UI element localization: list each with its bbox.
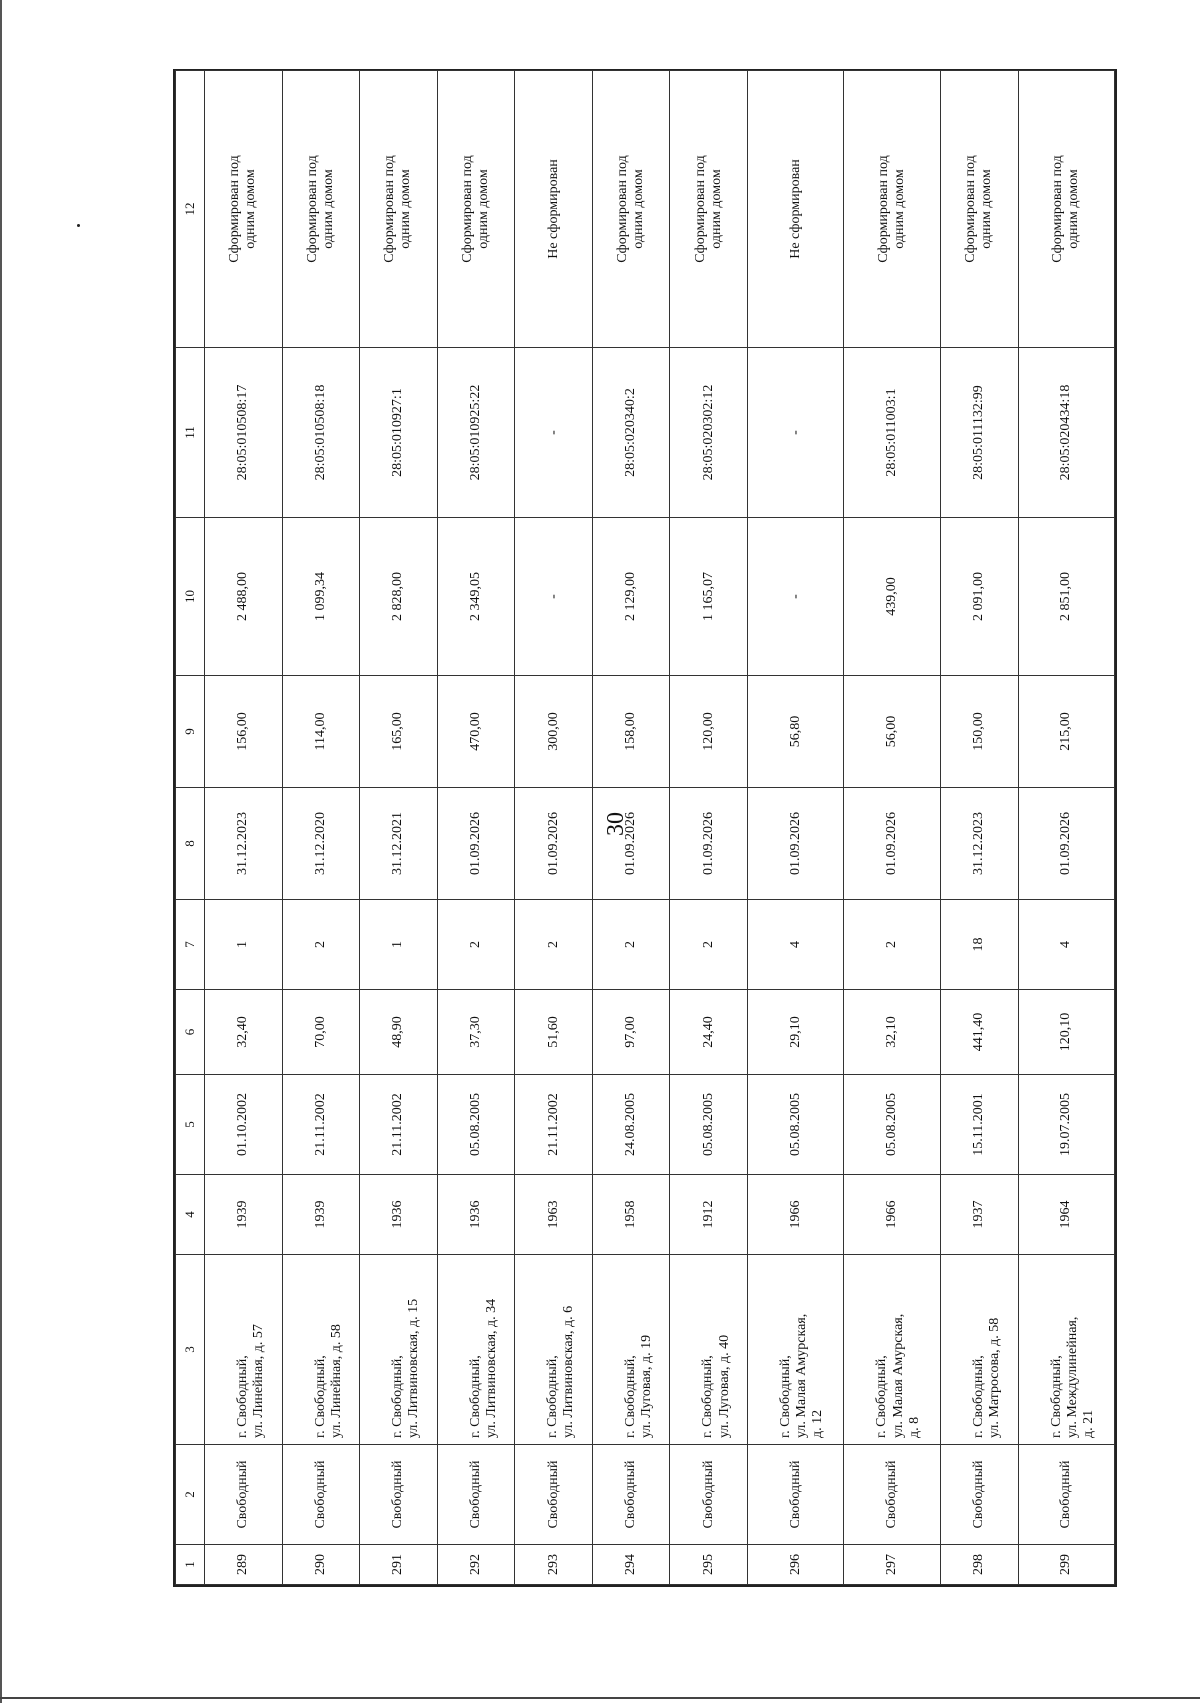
table-cell-col-7: 1 <box>205 900 283 990</box>
table-cell-col-9: 300,00 <box>515 676 593 788</box>
table-cell-col-9: 56,80 <box>748 676 844 788</box>
column-header-2: 2 <box>176 1445 205 1545</box>
table-cell-col-4: 1937 <box>940 1175 1018 1255</box>
column-header-8: 8 <box>176 788 205 900</box>
table-cell-col-1: 292 <box>437 1545 515 1585</box>
table-cell-col-4: 1964 <box>1018 1175 1115 1255</box>
table-cell-col-5: 21.11.2002 <box>282 1075 360 1175</box>
table-cell-col-3: г. Свободный, ул. Междулинейная, д. 21 <box>1018 1255 1115 1445</box>
table-cell-col-7: 2 <box>592 900 670 990</box>
table-cell-col-7: 2 <box>437 900 515 990</box>
table-cell-col-5: 24.08.2005 <box>592 1075 670 1175</box>
table-cell-col-4: 1912 <box>670 1175 748 1255</box>
table-cell-col-5: 19.07.2005 <box>1018 1075 1115 1175</box>
table-cell-col-3: г. Свободный, ул. Литвиновская, д. 6 <box>515 1255 593 1445</box>
column-header-3: 3 <box>176 1255 205 1445</box>
table-cell-col-8: 31.12.2023 <box>205 788 283 900</box>
table-cell-col-8: 31.12.2020 <box>282 788 360 900</box>
table-cell-col-7: 2 <box>282 900 360 990</box>
table-cell-col-11: 28:05:020302:12 <box>670 348 748 518</box>
table-cell-col-5: 05.08.2005 <box>844 1075 940 1175</box>
table-row <box>940 71 1018 1585</box>
table-row <box>592 71 670 1585</box>
table-row <box>844 71 940 1585</box>
table-cell-col-9: 114,00 <box>282 676 360 788</box>
scan-speck <box>77 224 80 227</box>
table-cell-col-5: 15.11.2001 <box>940 1075 1018 1175</box>
table-cell-col-11: 28:05:020434:18 <box>1018 348 1115 518</box>
table-cell-col-6: 97,00 <box>592 990 670 1075</box>
table-cell-col-3: г. Свободный, ул. Малая Амурская, д. 12 <box>748 1255 844 1445</box>
table-cell-col-4: 1958 <box>592 1175 670 1255</box>
table-cell-col-11: - <box>515 348 593 518</box>
table-cell-col-1: 290 <box>282 1545 360 1585</box>
table-cell-col-9: 156,00 <box>205 676 283 788</box>
table-cell-col-12: Сформирован под одним домом <box>1018 71 1115 348</box>
table-row <box>282 71 360 1585</box>
table-row <box>437 71 515 1585</box>
table-cell-col-8: 01.09.2026 <box>1018 788 1115 900</box>
table-body <box>205 71 1115 1585</box>
table-cell-col-8: 01.09.2026 <box>592 788 670 900</box>
table-cell-col-2: Свободный <box>670 1445 748 1545</box>
column-header-9: 9 <box>176 676 205 788</box>
table-cell-col-10: - <box>748 518 844 676</box>
table-cell-col-9: 150,00 <box>940 676 1018 788</box>
table-cell-col-6: 48,90 <box>360 990 438 1075</box>
header-row <box>176 71 205 1585</box>
table-cell-col-2: Свободный <box>515 1445 593 1545</box>
table-cell-col-6: 37,30 <box>437 990 515 1075</box>
register-table-rotated <box>175 71 1115 1585</box>
table-cell-col-9: 56,00 <box>844 676 940 788</box>
table-cell-col-9: 120,00 <box>670 676 748 788</box>
table-cell-col-8: 01.09.2026 <box>515 788 593 900</box>
table-cell-col-1: 294 <box>592 1545 670 1585</box>
table-cell-col-9: 215,00 <box>1018 676 1115 788</box>
table-cell-col-4: 1939 <box>282 1175 360 1255</box>
table-cell-col-6: 32,40 <box>205 990 283 1075</box>
table-cell-col-9: 470,00 <box>437 676 515 788</box>
page-number: 30 <box>603 812 629 836</box>
table-cell-col-4: 1963 <box>515 1175 593 1255</box>
table-cell-col-5: 05.08.2005 <box>437 1075 515 1175</box>
table-row <box>748 71 844 1585</box>
table-cell-col-10: 1 165,07 <box>670 518 748 676</box>
table-cell-col-10: - <box>515 518 593 676</box>
table-cell-col-11: 28:05:010927:1 <box>360 348 438 518</box>
table-cell-col-2: Свободный <box>1018 1445 1115 1545</box>
table-cell-col-7: 2 <box>844 900 940 990</box>
table-cell-col-8: 01.09.2026 <box>670 788 748 900</box>
register-table-frame <box>173 69 1117 1587</box>
table-cell-col-8: 31.12.2023 <box>940 788 1018 900</box>
table-cell-col-11: 28:05:011132:99 <box>940 348 1018 518</box>
table-cell-col-6: 51,60 <box>515 990 593 1075</box>
table-cell-col-12: Сформирован под одним домом <box>592 71 670 348</box>
table-cell-col-8: 01.09.2026 <box>748 788 844 900</box>
table-cell-col-6: 29,10 <box>748 990 844 1075</box>
table-cell-col-4: 1966 <box>844 1175 940 1255</box>
table-cell-col-4: 1966 <box>748 1175 844 1255</box>
table-cell-col-1: 298 <box>940 1545 1018 1585</box>
table-cell-col-10: 2 488,00 <box>205 518 283 676</box>
register-table <box>175 70 1115 1585</box>
scan-left-edge <box>0 0 2 1703</box>
table-cell-col-6: 441,40 <box>940 990 1018 1075</box>
table-row <box>205 71 283 1585</box>
table-cell-col-7: 4 <box>1018 900 1115 990</box>
table-cell-col-12: Сформирован под одним домом <box>844 71 940 348</box>
table-cell-col-2: Свободный <box>282 1445 360 1545</box>
table-cell-col-3: г. Свободный, ул. Литвиновская, д. 15 <box>360 1255 438 1445</box>
table-cell-col-10: 2 349,05 <box>437 518 515 676</box>
table-cell-col-10: 439,00 <box>844 518 940 676</box>
table-cell-col-5: 21.11.2002 <box>360 1075 438 1175</box>
table-cell-col-7: 4 <box>748 900 844 990</box>
table-cell-col-11: 28:05:020340:2 <box>592 348 670 518</box>
column-header-11: 11 <box>176 348 205 518</box>
table-cell-col-3: г. Свободный, ул. Линейная, д. 57 <box>205 1255 283 1445</box>
table-cell-col-1: 293 <box>515 1545 593 1585</box>
table-cell-col-1: 291 <box>360 1545 438 1585</box>
table-cell-col-8: 31.12.2021 <box>360 788 438 900</box>
table-cell-col-10: 2 091,00 <box>940 518 1018 676</box>
table-row <box>515 71 593 1585</box>
table-cell-col-3: г. Свободный, ул. Матросова, д. 58 <box>940 1255 1018 1445</box>
table-cell-col-8: 01.09.2026 <box>437 788 515 900</box>
table-cell-col-11: 28:05:011003:1 <box>844 348 940 518</box>
table-cell-col-2: Свободный <box>205 1445 283 1545</box>
table-cell-col-1: 296 <box>748 1545 844 1585</box>
table-cell-col-7: 2 <box>515 900 593 990</box>
table-cell-col-6: 70,00 <box>282 990 360 1075</box>
table-cell-col-12: Не сформирован <box>748 71 844 348</box>
table-cell-col-11: - <box>748 348 844 518</box>
table-cell-col-1: 289 <box>205 1545 283 1585</box>
table-cell-col-2: Свободный <box>592 1445 670 1545</box>
table-cell-col-11: 28:05:010925:22 <box>437 348 515 518</box>
table-cell-col-3: г. Свободный, ул. Линейная, д. 58 <box>282 1255 360 1445</box>
table-cell-col-4: 1939 <box>205 1175 283 1255</box>
table-cell-col-2: Свободный <box>844 1445 940 1545</box>
column-header-4: 4 <box>176 1175 205 1255</box>
table-cell-col-11: 28:05:010508:17 <box>205 348 283 518</box>
table-cell-col-3: г. Свободный, ул. Луговая, д. 19 <box>592 1255 670 1445</box>
table-cell-col-2: Свободный <box>360 1445 438 1545</box>
table-cell-col-4: 1936 <box>360 1175 438 1255</box>
table-cell-col-12: Сформирован под одним домом <box>940 71 1018 348</box>
table-cell-col-11: 28:05:010508:18 <box>282 348 360 518</box>
column-header-10: 10 <box>176 518 205 676</box>
table-cell-col-9: 158,00 <box>592 676 670 788</box>
table-cell-col-1: 295 <box>670 1545 748 1585</box>
table-cell-col-3: г. Свободный, ул. Литвиновская, д. 34 <box>437 1255 515 1445</box>
table-cell-col-6: 24,40 <box>670 990 748 1075</box>
table-cell-col-2: Свободный <box>748 1445 844 1545</box>
table-cell-col-12: Не сформирован <box>515 71 593 348</box>
table-cell-col-3: г. Свободный, ул. Малая Амурская, д. 8 <box>844 1255 940 1445</box>
table-cell-col-1: 297 <box>844 1545 940 1585</box>
table-cell-col-12: Сформирован под одним домом <box>282 71 360 348</box>
table-cell-col-6: 120,10 <box>1018 990 1115 1075</box>
column-header-12: 12 <box>176 71 205 348</box>
table-cell-col-2: Свободный <box>437 1445 515 1545</box>
scan-bottom-edge <box>0 1697 1200 1699</box>
table-cell-col-5: 01.10.2002 <box>205 1075 283 1175</box>
table-row <box>1018 71 1115 1585</box>
table-cell-col-8: 01.09.2026 <box>844 788 940 900</box>
column-header-7: 7 <box>176 900 205 990</box>
table-cell-col-10: 2 129,00 <box>592 518 670 676</box>
table-cell-col-7: 2 <box>670 900 748 990</box>
table-cell-col-7: 18 <box>940 900 1018 990</box>
table-cell-col-5: 21.11.2002 <box>515 1075 593 1175</box>
table-row <box>360 71 438 1585</box>
table-cell-col-12: Сформирован под одним домом <box>360 71 438 348</box>
column-header-1: 1 <box>176 1545 205 1585</box>
table-cell-col-1: 299 <box>1018 1545 1115 1585</box>
table-cell-col-6: 32,10 <box>844 990 940 1075</box>
column-header-5: 5 <box>176 1075 205 1175</box>
table-cell-col-10: 2 828,00 <box>360 518 438 676</box>
table-cell-col-12: Сформирован под одним домом <box>437 71 515 348</box>
table-cell-col-10: 2 851,00 <box>1018 518 1115 676</box>
table-cell-col-9: 165,00 <box>360 676 438 788</box>
table-cell-col-12: Сформирован под одним домом <box>670 71 748 348</box>
table-row <box>670 71 748 1585</box>
table-cell-col-4: 1936 <box>437 1175 515 1255</box>
column-header-6: 6 <box>176 990 205 1075</box>
table-cell-col-5: 05.08.2005 <box>748 1075 844 1175</box>
table-cell-col-10: 1 099,34 <box>282 518 360 676</box>
table-cell-col-12: Сформирован под одним домом <box>205 71 283 348</box>
table-cell-col-7: 1 <box>360 900 438 990</box>
table-cell-col-5: 05.08.2005 <box>670 1075 748 1175</box>
table-cell-col-3: г. Свободный, ул. Луговая, д. 40 <box>670 1255 748 1445</box>
table-cell-col-2: Свободный <box>940 1445 1018 1545</box>
